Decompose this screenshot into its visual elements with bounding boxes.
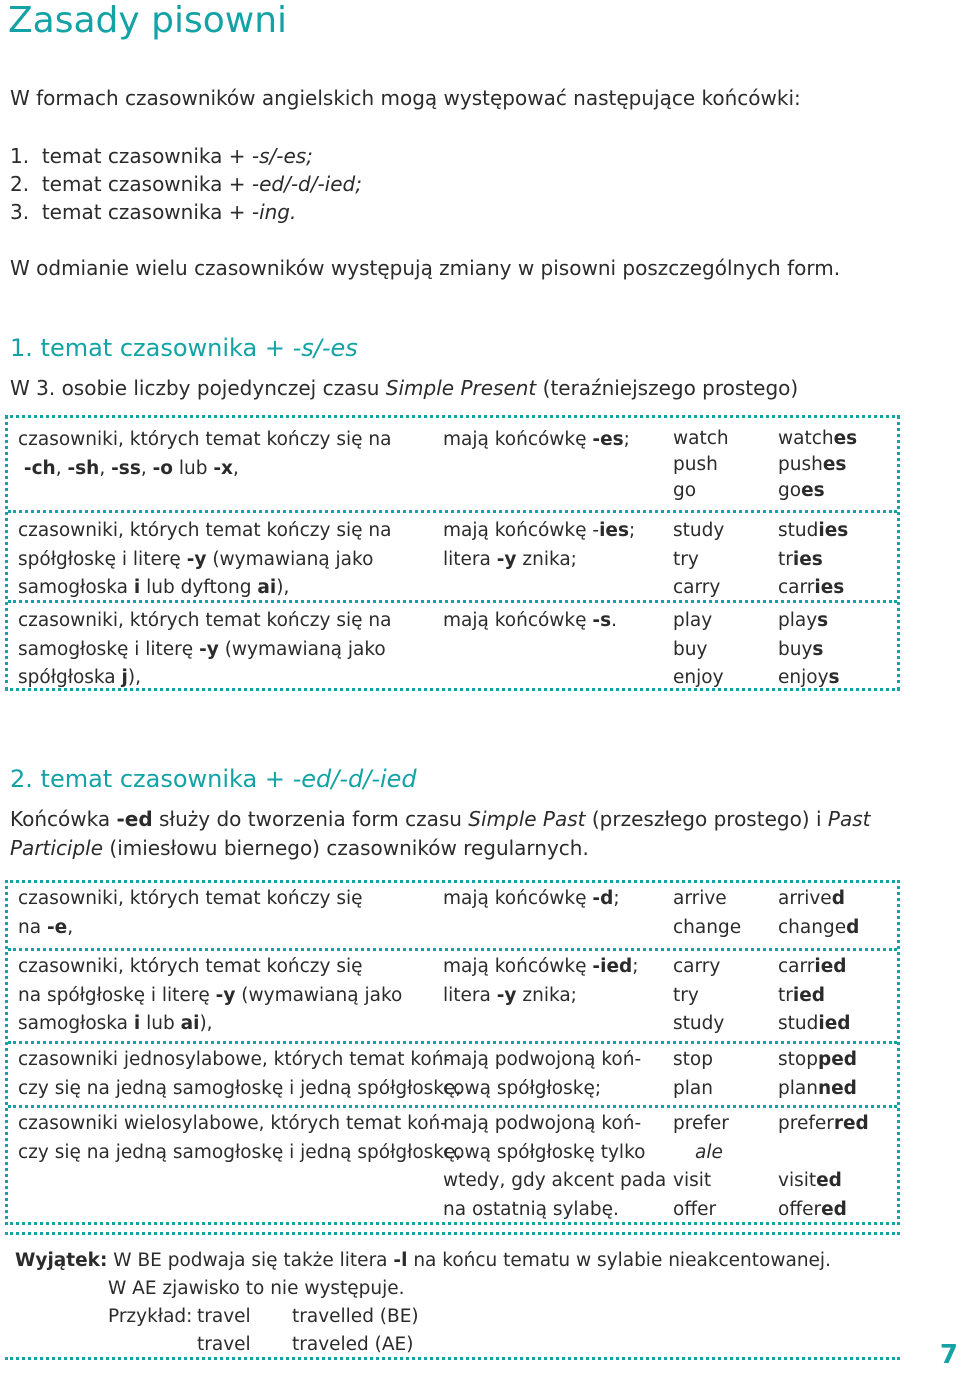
- section2-intro-line1: Końcówka -ed służy do tworzenia form czasu Simple Past (przeszłego prostego) i Past: [10, 807, 871, 831]
- inflected-forms: watches pushes goes: [778, 428, 858, 501]
- inflected-forms: stopped planned: [778, 1049, 858, 1099]
- page-title: Zasady pisowni: [8, 0, 288, 41]
- list-item: 2. temat czasownika + -ed/-d/-ied;: [10, 172, 362, 196]
- inflected-forms: carried tried studied: [778, 956, 851, 1034]
- example-label: Przykład:: [108, 1306, 193, 1327]
- rule-ending: mają końcówkę -ies; litera -y znika;: [443, 520, 636, 570]
- inflected-forms: arrived changed: [778, 888, 860, 938]
- rule-ending: mają podwojoną koń- cową spółgłoskę tylko wtedy, gdy akcent pada na ostatnią sylabę.: [443, 1113, 667, 1220]
- changes-note: W odmianie wielu czasowników występują zmiany w pisowni poszczególnych form.: [10, 256, 841, 280]
- example-form-1: travelled (BE): [292, 1306, 419, 1327]
- endings-list: [10, 142, 362, 226]
- rule-description: czasowniki jednosylabowe, których temat koń- czy się na jedną samogłoskę i jedną spółgłoskę,: [18, 1049, 462, 1099]
- section1-table: [5, 415, 900, 691]
- section1-intro: W 3. osobie liczby pojedynczej czasu Simple Present (teraźniejszego prostego): [10, 376, 799, 400]
- rule-description: czasowniki, których temat kończy się na -e,: [18, 888, 363, 938]
- exception-line-1: Wyjątek: W BE podwaja się także litera -l na końcu tematu w sylabie nieakcentowanej.: [15, 1250, 831, 1271]
- page-number: 7: [939, 1340, 958, 1370]
- rule-ending: mają końcówkę -es;: [443, 429, 630, 450]
- inflected-forms: plays buys enjoys: [778, 610, 840, 688]
- base-forms: watch push go: [673, 428, 729, 501]
- rule-description: czasowniki, których temat kończy się na spółgłoskę i literę -y (wymawianą jako samogłoska i lub ai),: [18, 956, 403, 1034]
- section2-intro-line2: Participle (imiesłowu biernego) czasowników regularnych.: [10, 836, 589, 860]
- rule-description: czasowniki, których temat kończy się na -ch, -sh, -ss, -o lub -x,: [18, 429, 392, 479]
- table-row: [8, 600, 897, 694]
- rule-description: czasowniki, których temat kończy się na samogłoskę i literę -y (wymawianą jako spółgłoska j),: [18, 610, 392, 688]
- table-row: [8, 883, 897, 948]
- base-forms: carry try study: [673, 956, 725, 1034]
- base-forms: arrive change: [673, 888, 742, 938]
- rule-ending: mają końcówkę -d;: [443, 888, 620, 909]
- section2-table: [5, 880, 900, 1225]
- list-item: 1. temat czasownika + -s/-es;: [10, 144, 313, 168]
- rule-ending: mają podwojoną koń- cową spółgłoskę;: [443, 1049, 642, 1099]
- base-forms: play buy enjoy: [673, 610, 724, 688]
- example-base-1: travel: [197, 1306, 251, 1327]
- example-base-2: travel: [197, 1334, 251, 1355]
- table-row: [8, 510, 897, 603]
- table-row: [8, 1041, 897, 1108]
- section1-heading: 1. temat czasownika + -s/-es: [10, 334, 358, 362]
- rule-ending: mają końcówkę -s.: [443, 610, 618, 631]
- table-row: [8, 418, 897, 510]
- example-form-2: traveled (AE): [292, 1334, 414, 1355]
- rule-description: czasowniki, których temat kończy się na spółgłoskę i literę -y (wymawianą jako samogłoska i lub dyftong ai),: [18, 520, 392, 598]
- exception-box: [5, 1232, 900, 1360]
- table-row: [8, 1105, 897, 1225]
- rule-ending: mają końcówkę -ied; litera -y znika;: [443, 956, 639, 1006]
- base-forms: prefer ale visit offer: [673, 1113, 729, 1220]
- rule-description: czasowniki wielosylabowe, których temat koń- czy się na jedną samogłoskę i jedną spółgłoskę,: [18, 1113, 462, 1163]
- exception-line-2: W AE zjawisko to nie występuje.: [108, 1278, 405, 1299]
- table-row: [8, 948, 897, 1044]
- list-item: 3. temat czasownika + -ing.: [10, 200, 297, 224]
- section2-heading: 2. temat czasownika + -ed/-d/-ied: [10, 765, 417, 793]
- base-forms: stop plan: [673, 1049, 713, 1099]
- inflected-forms: studies tries carries: [778, 520, 849, 598]
- base-forms: study try carry: [673, 520, 725, 598]
- intro-text: W formach czasowników angielskich mogą występować następujące końcówki:: [10, 86, 801, 110]
- inflected-forms: preferred visited offered: [778, 1113, 869, 1220]
